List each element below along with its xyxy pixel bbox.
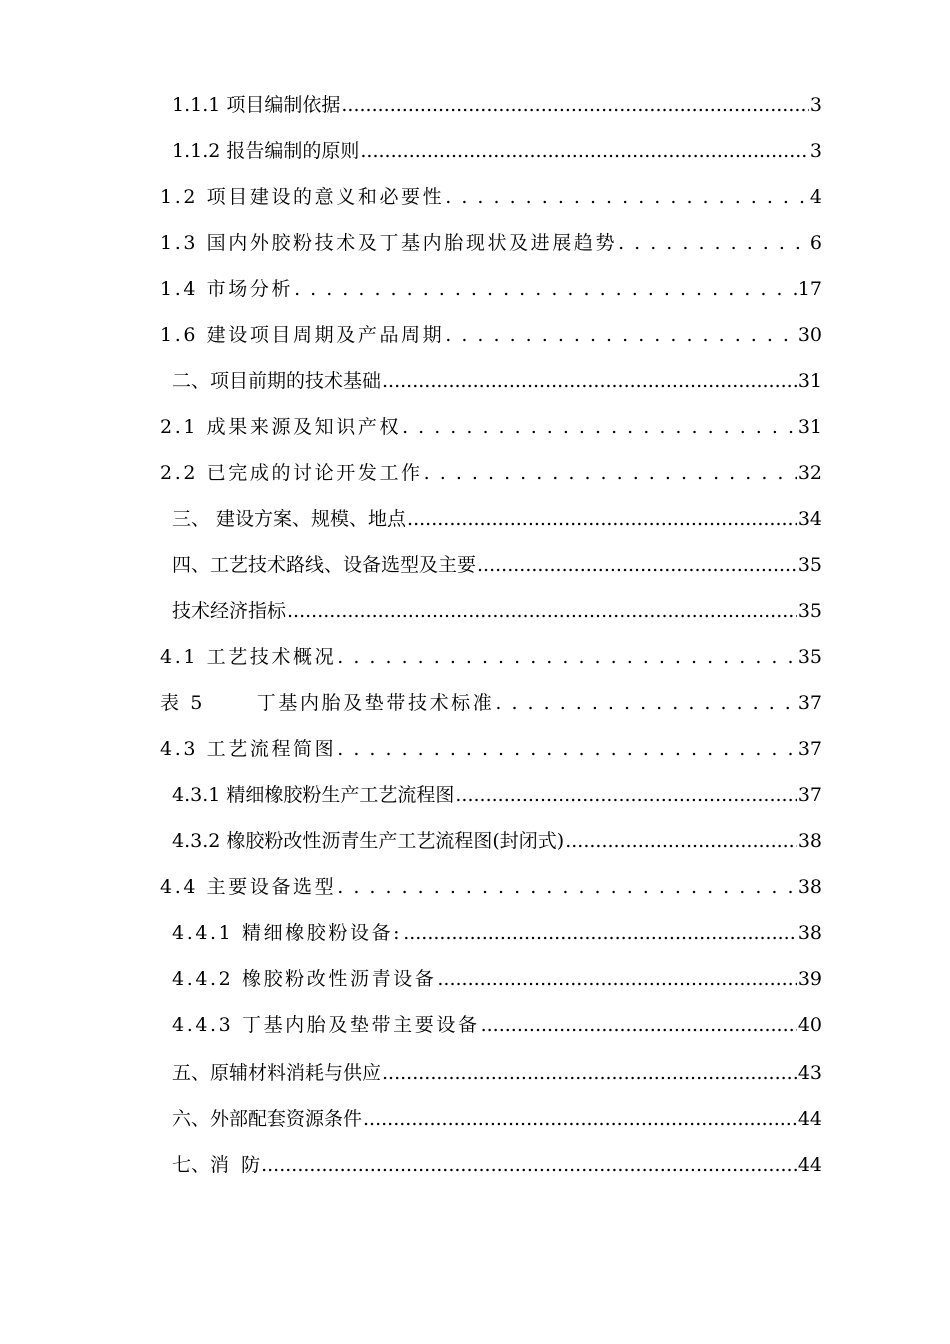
toc-entry-page: 43 xyxy=(797,1062,822,1084)
toc-entry-4-4-2[interactable] xyxy=(172,964,822,992)
toc-entry-page: 4 xyxy=(809,186,822,208)
toc-entry-4-4-1[interactable] xyxy=(172,918,822,946)
toc-entry-page: 32 xyxy=(797,462,822,484)
toc-dot-leader xyxy=(341,92,809,118)
toc-entry-title: 1.2 项目建设的意义和必要性 xyxy=(160,186,445,208)
toc-entry-2-2[interactable] xyxy=(160,458,822,486)
toc-dot-leader xyxy=(363,1106,797,1132)
toc-dot-leader xyxy=(261,1152,797,1178)
toc-entry-title: 4.4.1 精细橡胶粉设备: xyxy=(172,922,403,944)
toc-entry-1-6[interactable] xyxy=(160,320,822,348)
toc-entry-title: 1.3 国内外胶粉技术及丁基内胎现状及进展趋势 xyxy=(160,232,618,254)
toc-dot-leader xyxy=(424,460,797,486)
toc-entry-title: 1.1.1 项目编制依据 xyxy=(172,94,341,116)
toc-entry-page: 34 xyxy=(797,508,822,530)
toc-entry-4-1[interactable] xyxy=(160,642,822,670)
toc-entry-title: 4.3.1 精细橡胶粉生产工艺流程图 xyxy=(172,784,455,806)
toc-entry-title: 1.1.2 报告编制的原则 xyxy=(172,140,360,162)
toc-dot-leader xyxy=(481,1012,797,1038)
toc-dot-leader xyxy=(337,644,797,670)
toc-entry-page: 37 xyxy=(797,738,822,760)
toc-entry-title: 4.3 工艺流程简图 xyxy=(160,738,337,760)
toc-dot-leader xyxy=(402,414,797,440)
toc-dot-leader xyxy=(455,782,796,808)
toc-entry-page: 40 xyxy=(797,1014,822,1036)
toc-entry-page: 3 xyxy=(809,94,822,116)
toc-entry-page: 35 xyxy=(797,600,822,622)
toc-entry-title: 4.3.2 橡胶粉改性沥青生产工艺流程图(封闭式) xyxy=(172,830,565,852)
toc-entry-page: 17 xyxy=(797,278,822,300)
toc-entry-title: 二、项目前期的技术基础 xyxy=(172,370,382,392)
toc-entry-4-3[interactable] xyxy=(160,734,822,762)
toc-entry-page: 38 xyxy=(797,922,822,944)
toc-entry-4-3-1[interactable] xyxy=(172,780,822,808)
toc-dot-leader xyxy=(287,598,797,624)
toc-entry-page: 31 xyxy=(797,370,822,392)
toc-dot-leader xyxy=(360,138,809,164)
toc-dot-leader xyxy=(294,276,797,302)
toc-entry-4-4-3[interactable] xyxy=(172,1010,822,1038)
toc-dot-leader xyxy=(407,506,797,532)
toc-entry-table-5[interactable] xyxy=(160,688,822,716)
toc-dot-leader xyxy=(618,230,809,256)
toc-entry-chapter-4[interactable] xyxy=(172,550,822,578)
toc-entry-title: 4.4.3 丁基内胎及垫带主要设备 xyxy=(172,1014,480,1036)
toc-dot-leader xyxy=(382,368,797,394)
toc-entry-page: 38 xyxy=(797,830,822,852)
toc-entry-page: 35 xyxy=(797,646,822,668)
toc-dot-leader xyxy=(495,690,796,716)
toc-dot-leader xyxy=(382,1060,797,1086)
toc-entry-page: 31 xyxy=(797,416,822,438)
toc-entry-title: 六、外部配套资源条件 xyxy=(172,1108,363,1130)
toc-entry-page: 30 xyxy=(797,324,822,346)
toc-entry-4-3-2[interactable] xyxy=(172,826,822,854)
toc-entry-title: 五、原辅材料消耗与供应 xyxy=(172,1062,382,1084)
toc-dot-leader xyxy=(565,828,797,854)
toc-entry-chapter-5[interactable] xyxy=(172,1058,822,1086)
toc-entry-page: 6 xyxy=(809,232,822,254)
toc-entry-title: 4.4.2 橡胶粉改性沥青设备 xyxy=(172,968,437,990)
toc-entry-page: 37 xyxy=(797,692,822,714)
toc-entry-title: 4.4 主要设备选型 xyxy=(160,876,337,898)
toc-entry-1-3[interactable] xyxy=(160,228,822,256)
toc-entry-page: 39 xyxy=(797,968,822,990)
toc-entry-title: 2.2 已完成的讨论开发工作 xyxy=(160,462,423,484)
toc-entry-1-1-2[interactable] xyxy=(172,136,822,164)
toc-entry-title: 表 5 丁基内胎及垫带技术标准 xyxy=(160,692,495,714)
toc-entry-chapter-4-cont[interactable] xyxy=(172,596,822,624)
toc-entry-title: 三、 建设方案、规模、地点 xyxy=(172,508,407,530)
toc-entry-title: 1.4 市场分析 xyxy=(160,278,294,300)
toc-entry-1-4[interactable] xyxy=(160,274,822,302)
toc-entry-title: 四、工艺技术路线、设备选型及主要 xyxy=(172,554,477,576)
toc-dot-leader xyxy=(337,874,797,900)
toc-entry-title: 七、消 防 xyxy=(172,1154,261,1176)
toc-entry-title: 2.1 成果来源及知识产权 xyxy=(160,416,402,438)
toc-entry-title: 1.6 建设项目周期及产品周期 xyxy=(160,324,445,346)
toc-entry-page: 37 xyxy=(797,784,822,806)
toc-entry-chapter-6[interactable] xyxy=(172,1104,822,1132)
toc-dot-leader xyxy=(445,184,809,210)
toc-dot-leader xyxy=(337,736,797,762)
toc-entry-chapter-2[interactable] xyxy=(172,366,822,394)
toc-entry-title: 4.1 工艺技术概况 xyxy=(160,646,337,668)
toc-entry-chapter-3[interactable] xyxy=(172,504,822,532)
toc-entry-page: 44 xyxy=(797,1108,822,1130)
toc-entry-1-1-1[interactable] xyxy=(172,90,822,118)
toc-entry-4-4[interactable] xyxy=(160,872,822,900)
toc-entry-chapter-7[interactable] xyxy=(172,1150,822,1178)
toc-entry-2-1[interactable] xyxy=(160,412,822,440)
toc-dot-leader xyxy=(403,920,797,946)
toc-dot-leader xyxy=(477,552,797,578)
toc-entry-page: 38 xyxy=(797,876,822,898)
toc-entry-page: 3 xyxy=(809,140,822,162)
toc-entry-title: 技术经济指标 xyxy=(172,600,287,622)
toc-entry-page: 44 xyxy=(797,1154,822,1176)
toc-dot-leader xyxy=(437,966,796,992)
toc-dot-leader xyxy=(445,322,797,348)
toc-entry-page: 35 xyxy=(797,554,822,576)
toc-entry-1-2[interactable] xyxy=(160,182,822,210)
